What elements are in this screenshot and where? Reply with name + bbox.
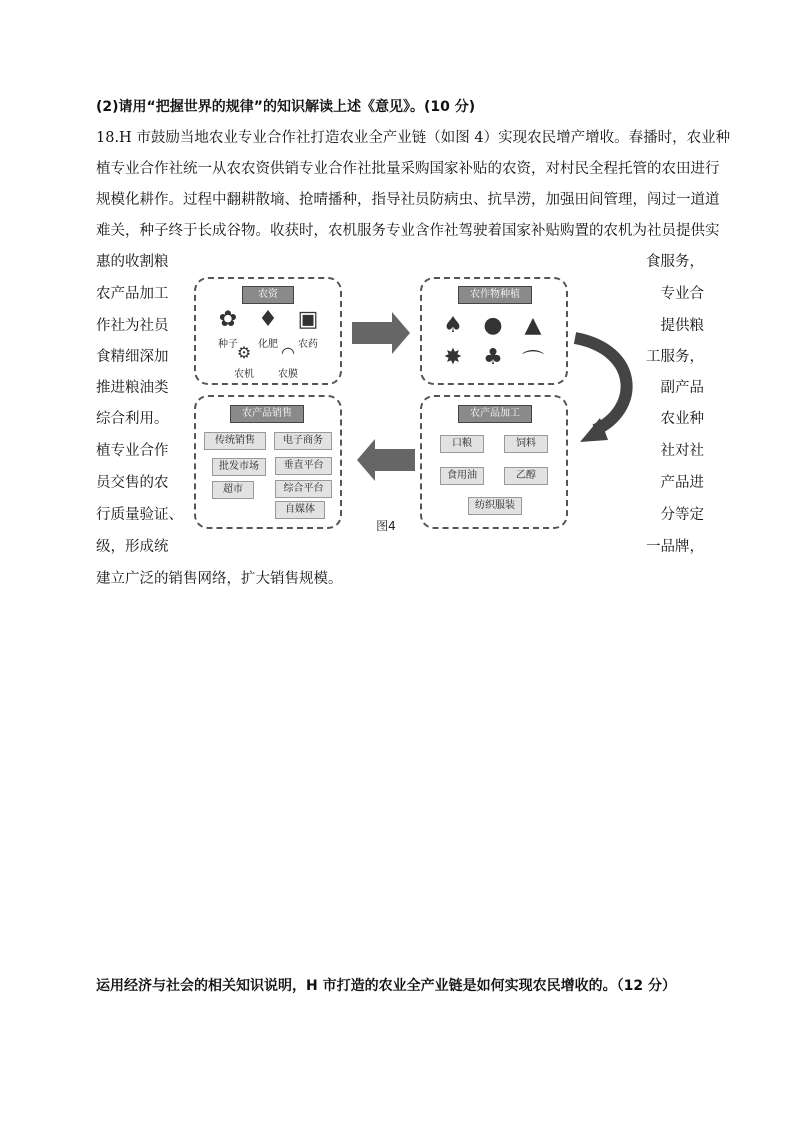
right-col-1: 食服务， [646, 254, 704, 270]
arrow-curve [575, 338, 627, 430]
left-col-3: 作社为社员 [96, 318, 169, 334]
right-col-7: 社对社 [660, 443, 704, 459]
right-col-8: 产品进 [660, 475, 704, 491]
sales-integrated: 综合平台 [275, 480, 332, 498]
box-crop-planting [420, 277, 568, 385]
box-agri-inputs-title: 农资 [242, 286, 294, 304]
left-col-7: 植专业合作 [96, 443, 169, 459]
sales-self-media: 自媒体 [275, 501, 325, 519]
arrow-left [357, 439, 415, 481]
box-product-processing-title: 农产品加工 [458, 405, 532, 423]
q18-line-4: 难关，种子终于长成谷物。收获时，农机服务专业含作社驾驶着国家补贴购置的农机为社员提供实 [96, 223, 720, 239]
question-2-heading: (2)请用“把握世界的规律”的知识解读上述《意见》。(10 分) [96, 99, 476, 115]
tractor-label: 农机 [234, 369, 254, 380]
processing-feed: 饲料 [504, 435, 548, 453]
left-col-10: 级，形成统 [96, 539, 169, 555]
pesticide-icon: ▣ [297, 307, 319, 332]
q18-last-line: 建立广泛的销售网络，扩大销售规模。 [96, 571, 343, 587]
fertilizer-label: 化肥 [258, 339, 278, 350]
sales-wholesale: 批发市场 [212, 458, 266, 476]
processing-textile: 纺织服装 [468, 497, 522, 515]
right-col-10: 一品牌， [646, 539, 704, 555]
right-col-6: 农业种 [660, 411, 704, 427]
left-col-4: 食精细深加 [96, 349, 169, 365]
cabbage-icon: ● [483, 313, 503, 338]
left-col-1: 惠的收割粮 [96, 254, 169, 270]
cherry-icon: ♣ [483, 345, 503, 370]
left-col-2: 农产品加工 [96, 286, 169, 302]
left-col-9: 行质量验证、 [96, 507, 183, 523]
seed-label: 种子 [218, 339, 238, 350]
figure-caption: 图4 [376, 519, 396, 533]
processing-grain: 口粮 [440, 435, 484, 453]
tree-icon: ▲ [524, 313, 542, 338]
bottom-question: 运用经济与社会的相关知识说明，H 市打造的农业全产业链是如何实现农民增收的。（12 分） [96, 978, 676, 994]
right-col-2: 专业合 [660, 286, 704, 302]
q18-line-2: 植专业合作社统一从农农资供销专业合作社批量采购国家补贴的农资，对村民全程托管的农田进行 [96, 161, 720, 177]
box-agri-inputs [194, 277, 342, 385]
fertilizer-icon: ♦ [258, 307, 278, 332]
pepper-icon: ⌒ [521, 350, 544, 375]
arrow-right [352, 312, 410, 354]
box-product-sales [194, 395, 342, 529]
left-col-5: 推进粮油类 [96, 380, 169, 396]
pineapple-icon: ✸ [443, 345, 463, 370]
box-crop-planting-title: 农作物种植 [458, 286, 532, 304]
right-col-4: 工服务， [646, 349, 704, 365]
left-col-6: 综合利用。 [96, 411, 169, 427]
right-col-3: 提供粮 [660, 318, 704, 334]
sales-vertical: 垂直平台 [275, 457, 332, 475]
film-label: 农膜 [278, 369, 298, 380]
pesticide-label: 农药 [298, 339, 318, 350]
left-col-8: 员交售的农 [96, 475, 169, 491]
q18-line-3: 规模化耕作。过程中翻耕散墒、抢晴播种，指导社员防病虫、抗旱涝，加强田间管理，闯过一道道 [96, 192, 720, 208]
corn-icon: ♠ [443, 313, 463, 338]
processing-ethanol: 乙醇 [504, 467, 548, 485]
sales-ecommerce: 电子商务 [274, 432, 332, 450]
sales-traditional: 传统销售 [204, 432, 266, 450]
right-col-9: 分等定 [660, 507, 704, 523]
tractor-icon: ⚙ [236, 343, 252, 362]
box-product-processing [420, 395, 568, 529]
sales-supermarket: 超市 [212, 481, 254, 499]
film-icon: ◠ [281, 343, 295, 362]
processing-oil: 食用油 [440, 467, 484, 485]
right-col-5: 副产品 [660, 380, 704, 396]
q18-line-1: 18.H 市鼓励当地农业专业合作社打造农业全产业链（如图 4）实现农民增产增收。春播时，农业种 [96, 130, 731, 146]
seed-icon: ✿ [218, 307, 238, 332]
box-product-sales-title: 农产品销售 [230, 405, 304, 423]
